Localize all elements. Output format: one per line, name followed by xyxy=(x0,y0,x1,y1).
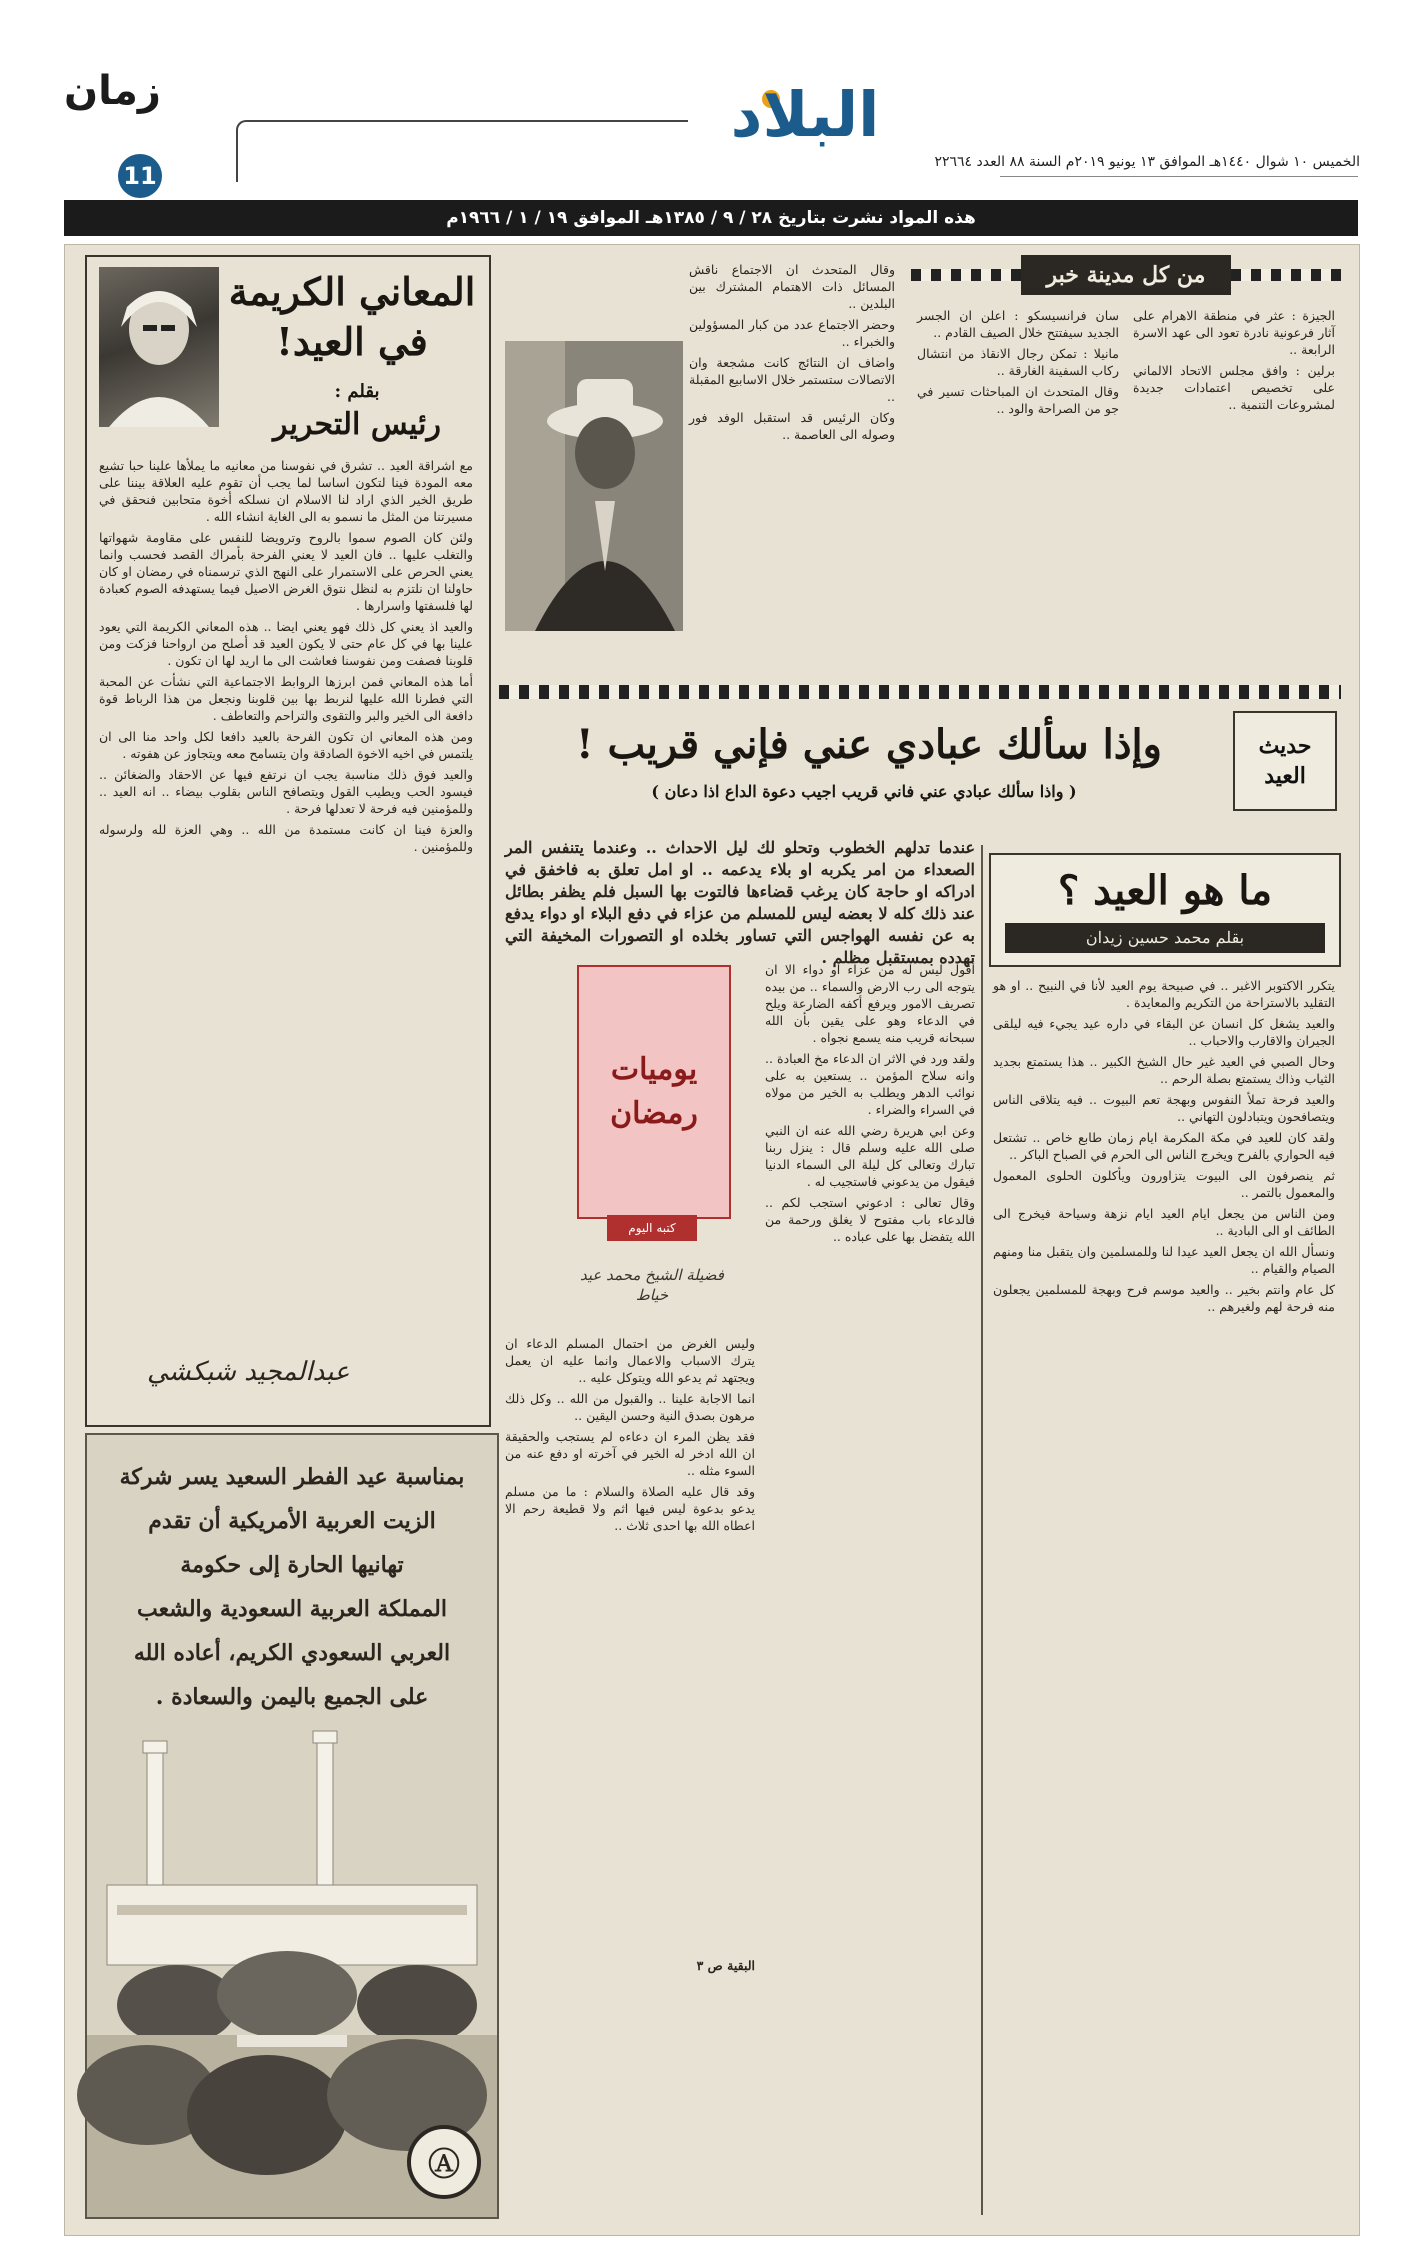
left-article-title xyxy=(227,267,477,367)
ad-line: على الجميع باليمن والسعادة . xyxy=(155,1684,429,1710)
paragraph: وقال تعالى : ادعوني استجب لكم .. فالدعاء باب مفتوح لا يغلق ورحمة من الله يتفضل بها على عباده .. xyxy=(765,1195,975,1244)
paragraph: والعيد اذ يعني كل ذلك فهو يعني ايضا .. هذه المعاني الكريمة التي يعود علينا بها في كل عام حتى لا يكون العيد قد أصلح من ارواحنا فزكت ومن قلوبنا فصفت ومن نفوسنا فعاشت الى ما اريد لها ان تكون . xyxy=(99,619,473,668)
left-article-title-line1: المعاني الكريمة xyxy=(228,269,476,314)
paragraph: وعن ابي هريرة رضي الله عنه ان النبي صلى الله عليه وسلم قال : ينزل ربنا تبارك وتعالى كل ليلة الى السماء الدنيا فيقول من يدعوني فاستجيب له . xyxy=(765,1123,975,1189)
ad-line: العربي السعودي الكريم، أعاده الله xyxy=(133,1640,451,1666)
author-portrait xyxy=(99,267,219,427)
eid-byline: بقلم محمد حسين زيدان xyxy=(1005,923,1325,953)
paragraph: والعيد يشغل كل انسان عن البقاء في داره عيد يجيء فيه ليلقى الجيران والاقارب والاحباب .. xyxy=(993,1016,1335,1048)
ramadan-diary-line2: رمضان xyxy=(610,1096,698,1131)
paragraph: ولقد كان للعيد في مكة المكرمة ايام زمان طابع خاص .. تشتعل فيه الحواري بالفرح ويخرج الناس الى الحرم في الصباح الباكر .. xyxy=(993,1130,1335,1162)
city-news-title: من كل مدينة خبر xyxy=(1021,255,1231,295)
issue-date-line: الخميس ١٠ شوال ١٤٤٠هـ الموافق ١٣ يونيو ٢٠١٩م السنة ٨٨ العدد ٢٢٦٦٤ xyxy=(934,154,1360,170)
section-name: زمان xyxy=(64,68,161,114)
paragraph: وقال المتحدث ان الاجتماع ناقش المسائل ذات الاهتمام المشترك بين البلدين .. xyxy=(689,262,895,311)
hadith-column-middle xyxy=(505,1335,755,1955)
paragraph: والعيد فرحة تملأ النفوس وبهجة تعم البيوت .. فيه يتلاقى الناس ويتصافحون ويتبادلون التهاني .. xyxy=(993,1092,1335,1124)
hadith-header xyxy=(499,707,1341,837)
paragraph: والعيد فوق ذلك مناسبة يجب ان نرتفع فيها عن الاحقاد والضغائن .. فيسود الحب ويطيب القول ويتصافح الناس بقلوب بيضاء .. انه العيد .. وللمؤمنين فيه فرحة لا تعدلها فرحة . xyxy=(99,767,473,816)
paragraph: وحضر الاجتماع عدد من كبار المسؤولين والخبراء .. xyxy=(689,317,895,349)
hadith-label-line1: حديث xyxy=(1258,733,1312,759)
hadith-author: فضيلة الشيخ محمد عيد خياط xyxy=(580,1266,724,1304)
hadith-subheadline: ( واذا سألك عبادي عني فاني قريب اجيب دعوة الداع اذا دعان ) xyxy=(651,782,1077,801)
paragraph: وقد قال عليه الصلاة والسلام : ما من مسلم يدعو بدعوة ليس فيها اثم ولا قطيعة رحم الا اعطاه الله بها احدى ثلاث .. xyxy=(505,1484,755,1533)
eid-article xyxy=(989,853,1341,2223)
hadith-headline: وإذا سألك عبادي عني فإني قريب ! xyxy=(576,721,1162,768)
advertisement-text xyxy=(97,1455,487,1719)
left-article-title-line2: في العيد! xyxy=(276,319,428,364)
hadith-continued: البقية ص ٣ xyxy=(696,1958,755,1973)
decorative-stripe xyxy=(911,269,1021,281)
paragraph: ولقد ورد في الاثر ان الدعاء مخ العبادة .. وانه سلاح المؤمن .. يستعين به على نوائب الدهر ويطلب به الخير من مولاه في السراء والضراء . xyxy=(765,1051,975,1117)
news-photo-figure xyxy=(505,341,683,631)
paragraph: ولئن كان الصوم سموا بالروح وترويضا للنفس على مقاومة شهواتها والتغلب عليها .. فان العيد لا يعني الفرحة بأمراك القصد فحسب وانما يعني الحرص على الاستمرار على النهج الذي ترسمناه في رمضان او كان حاولنا ان نلتزم به لنظل نتوق الغرض الاصيل فيما يستهدفه الصوم كعبادة لها فلسفتها واسرارها . xyxy=(99,530,473,613)
paragraph: ونسأل الله ان يجعل العيد عيدا لنا وللمسلمين وان يتقبل منا ومنهم الصيام والقيام .. xyxy=(993,1244,1335,1276)
left-article-box xyxy=(85,255,491,1427)
aramco-eid-advertisement xyxy=(85,1433,499,2219)
paragraph: انما الاجابة علينا .. والقبول من الله .. وكل ذلك مرهون بصدق النية وحسن اليقين .. xyxy=(505,1391,755,1423)
author-portrait-figure xyxy=(99,267,219,427)
paragraph: برلين : وافق مجلس الاتحاد الالماني على تخصيص اعتمادات جديدة لمشروعات التنمية .. xyxy=(1133,363,1335,412)
paragraph: مانيلا : تمكن رجال الانقاذ من انتشال ركاب السفينة الغارقة .. xyxy=(917,346,1119,378)
aramco-logo-icon: Ⓐ xyxy=(407,2125,481,2199)
city-news-body xyxy=(917,307,1335,667)
ramadan-diary-footer: كتبه اليوم xyxy=(607,1215,697,1241)
paragraph: الجيزة : عثر في منطقة الاهرام على آثار فرعونية نادرة تعود الى عهد الاسرة الرابعة .. xyxy=(1133,308,1335,357)
paragraph: وكان الرئيس قد استقبل الوفد فور وصوله الى العاصمة .. xyxy=(689,410,895,442)
news-photo-man-in-hat xyxy=(505,341,683,631)
center-top-article xyxy=(499,255,899,675)
header-divider xyxy=(1000,176,1358,177)
spacer xyxy=(505,961,569,971)
ad-line: تهانيها الحارة إلى حكومة xyxy=(180,1552,404,1578)
left-article-signature: عبدالمجيد شبكشي xyxy=(147,1357,350,1387)
ramadan-diary-card xyxy=(577,965,731,1219)
ad-line: الزيت العربية الأمريكية أن تقدم xyxy=(148,1508,436,1534)
paragraph: والعزة فينا ان كانت مستمدة من الله .. وهي العزة لله ولرسوله وللمؤمنين . xyxy=(99,822,473,854)
decorative-checker-band xyxy=(499,685,1341,699)
paragraph: أما هذه المعاني فمن ابرزها الروابط الاجتماعية التي نشأت عن المحبة التي فطرنا الله عليها لنربط بها بين قلوبنا ونجعل من هذا الرباط قوة دافعة الى الخير والبر والتقوى والتراحم والتعاطف . xyxy=(99,674,473,723)
eid-article-body xyxy=(993,977,1335,2207)
decorative-stripe xyxy=(1231,269,1341,281)
left-article-body xyxy=(99,457,473,1317)
paragraph: وحال الصبي في العيد غير حال الشيخ الكبير .. هذا يستمتع بجديد الثياب وذاك يستمتع بصلة الرحم .. xyxy=(993,1054,1335,1086)
city-news-column xyxy=(911,255,1341,675)
newspaper-page xyxy=(64,244,1360,2236)
paragraph: ومن هذه المعاني ان تكون الفرحة بالعيد دافعا لكل واحد منا الى ان يلتمس في اخيه الاخوة الصادقة وان يتسامح معه ويتجاوز عن هفوته . xyxy=(99,729,473,761)
paragraph: مع اشراقة العيد .. تشرق في نفوسنا من معانيه ما يملأها علينا حبا تشيع معه المودة فينا لتكون اساسا لما يجب أن تقوم عليه العلاقة بيننا على طريق الخير الذي اراد لنا الاسلام ان نسلكه أخوة متحابين فنحقق في مسيرتنا من المثل ما نسمو به الى الغاية انشاء الله . xyxy=(99,458,473,524)
center-top-body xyxy=(689,261,895,671)
paragraph: فقد يظن المرء ان دعاءه لم يستجب والحقيقة ان الله ادخر له الخير في آخرته او دفع عنه من السوء مثله .. xyxy=(505,1429,755,1478)
byline-prefix: بقلم : xyxy=(334,381,380,402)
page-number-badge: 11 xyxy=(118,154,162,198)
paragraph: أقول ليس له من عزاء او دواء الا ان يتوجه الى رب الارض والسماء .. من بيده تصريف الامور ويرفع أكفه الضارعة ويلح في الدعاء وهو على يقين بأن الله سبحانه قريب منه يسمع نجواه . xyxy=(765,962,975,1045)
ad-line: بمناسبة عيد الفطر السعيد يسر شركة xyxy=(119,1464,465,1490)
column-divider xyxy=(981,845,983,2215)
paragraph: ومن الناس من يجعل ايام العيد ايام نزهة وسياحة فيخرج الى الطائف او الى البادية .. xyxy=(993,1206,1335,1238)
byline-author: رئيس التحرير xyxy=(273,407,441,442)
logo-text: البلاد xyxy=(730,78,880,151)
paragraph: يتكرر الاكتوبر الاغبر .. في صبيحة يوم العيد لأنا في النبيح .. او هو التقليد بالاستراحة من التكريم والمعايدة . xyxy=(993,978,1335,1010)
paragraph: ثم ينصرفون الى البيوت يتزاورون ويأكلون الحلوى المعمول والمعمول بالتمر .. xyxy=(993,1168,1335,1200)
hadith-column-right xyxy=(765,961,975,1961)
eid-title: ما هو العيد ؟ xyxy=(1057,867,1273,914)
ramadan-diary-tag xyxy=(577,965,727,1325)
paragraph: كل عام وانتم بخير .. والعيد موسم فرح وبهجة للمسلمين يجعلون منه فرحة لهم ولغيرهم .. xyxy=(993,1282,1335,1314)
paragraph: سان فرانسيسكو : اعلن ان الجسر الجديد سيفتتح خلال الصيف القادم .. xyxy=(917,308,1119,340)
hadith-label-line2: العيد xyxy=(1264,763,1306,789)
hadith-label-box xyxy=(1233,711,1337,811)
hadith-intro: عندما تدلهم الخطوب وتحلو لك ليل الاحداث .. وعندما يتنفس المر الصعداء من امر يكربه او بلاء يدعمه .. او امل تعلق به فاخفق في ادراكه او حاجة كان يرغب قضاءها فالتوت بها السبل فلم يظفر بطائل عند ذلك كله لا بعضه ليس للمسلم من عزاء في دفع البلاء او دواء يدفع به عن نفسه الهواجس التي تساور بخلده او التصورات المخيفة التي تهدده بمستقبل مظلم . xyxy=(505,838,976,967)
header-bracket xyxy=(236,120,688,182)
paragraph: وليس الغرض من احتمال المسلم الدعاء ان يترك الاسباب والاعمال وانما عليه ان يعمل ويجتهد ثم يدعو الله ويتوكل عليه .. xyxy=(505,1336,755,1385)
eid-title-box xyxy=(989,853,1341,967)
logo xyxy=(690,78,920,168)
archive-date-banner: هذه المواد نشرت بتاريخ ٢٨ / ٩ / ١٣٨٥هـ الموافق ١٩ / ١ / ١٩٦٦م xyxy=(64,200,1358,236)
left-article-byline xyxy=(237,379,477,445)
ramadan-diary-line1: يوميات xyxy=(610,1052,698,1087)
paragraph: واضاف ان النتائج كانت مشجعة وان الاتصالات ستستمر خلال الاسابيع المقبلة .. xyxy=(689,355,895,404)
ad-line: المملكة العربية السعودية والشعب xyxy=(137,1596,447,1622)
paragraph: وقال المتحدث ان المباحثات تسير في جو من الصراحة والود .. xyxy=(917,384,1119,416)
